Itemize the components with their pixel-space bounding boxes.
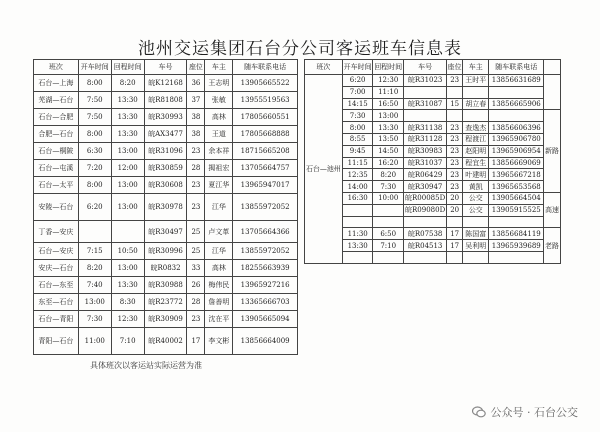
table-cell: 13965939689 [489, 240, 544, 252]
table-cell: 沈在平 [205, 311, 233, 328]
column-header: 随车联系电话 [489, 60, 544, 75]
table-cell: 程渡江 [463, 133, 489, 145]
table-cell: 皖R81808 [144, 92, 187, 109]
table-cell: 9:45 [342, 145, 373, 157]
column-header: 车号 [144, 60, 187, 75]
table-row [34, 177, 298, 194]
column-header: 座位 [187, 60, 205, 75]
table-cell: 皖R30988 [144, 277, 187, 294]
column-header: 回程时间 [111, 60, 144, 75]
table-cell: 皖R30996 [144, 243, 187, 260]
table-row [34, 221, 298, 243]
table-cell: 36 [187, 75, 205, 92]
table-row [305, 204, 561, 216]
table-row [305, 122, 561, 134]
table-cell: 13855972052 [233, 243, 298, 260]
table-row [305, 145, 561, 157]
table-row [305, 86, 561, 98]
table-cell: 12:30 [111, 311, 144, 328]
table-cell: 皖R31096 [144, 143, 187, 160]
table-cell: 丁香—安庆 [34, 221, 79, 243]
table-cell: 7:30 [373, 181, 404, 193]
table-cell: 13856606396 [489, 122, 544, 134]
table-cell: 25 [187, 243, 205, 260]
table-row [305, 98, 561, 110]
table-cell: 13:30 [111, 109, 144, 126]
table-cell: 13:00 [78, 294, 111, 311]
table-cell: 8:00 [78, 177, 111, 194]
table-row [34, 143, 298, 160]
table-cell: 23 [447, 122, 463, 134]
table-cell: 7:20 [78, 160, 111, 177]
table-cell: 皖R30909 [144, 311, 187, 328]
table-row [34, 75, 298, 92]
table-row [305, 169, 561, 181]
column-header: 车主 [205, 60, 233, 75]
wechat-icon [472, 406, 486, 418]
table-cell: 17805668888 [233, 126, 298, 143]
table-row [305, 181, 561, 193]
table-cell: 14:00 [342, 181, 373, 193]
table-cell: 皖R30859 [144, 160, 187, 177]
table-cell: 公交 [463, 204, 489, 216]
table-cell: 皖R09080D [405, 206, 446, 215]
table-cell: 20 [447, 204, 463, 216]
column-header-note [544, 60, 561, 75]
table-cell: 7:30 [342, 110, 373, 122]
route-cell: 石台—池州 [305, 75, 343, 264]
watermark [472, 404, 579, 420]
table-cell: 石台—上海 [34, 75, 79, 92]
table-cell: 23 [187, 311, 205, 328]
table-row [34, 194, 298, 221]
table-cell: 23 [447, 145, 463, 157]
table-cell: 13856664009 [233, 328, 298, 355]
column-header: 开车时间 [78, 60, 111, 75]
table-cell: 13965906780 [489, 133, 544, 145]
table-cell: 13:50 [373, 133, 404, 145]
table-cell: 7:15 [78, 243, 111, 260]
table-cell: 13705664366 [233, 221, 298, 243]
table-cell: 赵阳明 [463, 145, 489, 157]
note-cell [544, 75, 561, 110]
table-cell: 余本祥 [205, 143, 233, 160]
table-cell: 11:00 [78, 328, 111, 355]
table-cell: 王道 [205, 126, 233, 143]
table-cell [463, 216, 489, 228]
table-cell [373, 204, 404, 216]
table-cell: 10:50 [111, 243, 144, 260]
table-row [305, 110, 561, 122]
table-cell: 17 [447, 228, 463, 240]
note-cell: 高速 [544, 192, 561, 227]
table-cell: 23 [447, 75, 463, 87]
table-cell: 16:50 [373, 98, 404, 110]
right-schedule-table [304, 59, 561, 264]
table-cell [403, 86, 446, 98]
table-cell: 13365666703 [233, 294, 298, 311]
column-header: 回程时间 [373, 60, 404, 75]
table-cell: 13:30 [373, 122, 404, 134]
column-header: 开车时间 [342, 60, 373, 75]
table-cell: 13:00 [111, 143, 144, 160]
table-cell: 梅伟民 [205, 277, 233, 294]
header-row [305, 60, 561, 75]
table-cell: 皖R30608 [144, 177, 187, 194]
table-cell [403, 251, 446, 263]
table-cell: 芜湖—石台 [34, 92, 79, 109]
table-cell: 石台—桐陂 [34, 143, 79, 160]
table-cell: 夏江华 [205, 177, 233, 194]
table-cell: 高林 [205, 109, 233, 126]
table-cell: 23 [447, 133, 463, 145]
page-title: 池州交运集团石台分公司客运班车信息表 [138, 39, 462, 59]
table-cell: 15 [447, 98, 463, 110]
table-cell: 13855972052 [233, 194, 298, 221]
table-row [305, 157, 561, 169]
table-cell [447, 216, 463, 228]
table-cell: 13965667218 [489, 169, 544, 181]
table-cell [489, 216, 544, 228]
table-cell: 石台—合肥 [34, 109, 79, 126]
table-cell [447, 110, 463, 122]
table-cell: 皖R30993 [144, 109, 187, 126]
table-row [34, 311, 298, 328]
table-cell: 13:30 [111, 126, 144, 143]
table-cell: 石台—东至 [34, 277, 79, 294]
table-cell: 13965927216 [233, 277, 298, 294]
table-cell [463, 251, 489, 263]
table-cell [463, 86, 489, 98]
table-cell: 13955519563 [233, 92, 298, 109]
table-cell: 江华 [205, 194, 233, 221]
left-schedule-table [33, 59, 298, 355]
table-cell: 13856665906 [489, 98, 544, 110]
table-cell: 17805660551 [233, 109, 298, 126]
table-cell: 胡立春 [463, 98, 489, 110]
table-cell: 23 [187, 194, 205, 221]
table-cell: 皖R06429 [403, 169, 446, 181]
table-cell: 吴利明 [463, 240, 489, 252]
table-cell: 皖AX3477 [144, 126, 187, 143]
table-cell: 17 [187, 328, 205, 355]
table-cell: 13:00 [111, 194, 144, 221]
table-cell: 揭祖宏 [205, 160, 233, 177]
table-cell: 18715665208 [233, 143, 298, 160]
table-cell: 7:50 [78, 92, 111, 109]
table-cell: 张敏 [205, 92, 233, 109]
table-cell: 13905665094 [233, 311, 298, 328]
table-row [305, 192, 561, 204]
table-cell: 皖R30983 [403, 145, 446, 157]
table-cell [373, 216, 404, 228]
table-cell: 20 [447, 192, 463, 204]
table-cell [447, 86, 463, 98]
table-cell: 17 [447, 240, 463, 252]
footnote: 具体班次以客运站实际运营为准 [90, 361, 202, 370]
table-cell: 王时平 [463, 75, 489, 87]
watermark-text: 公众号 · 石台公交 [490, 406, 578, 419]
table-cell: 8:20 [111, 75, 144, 92]
table-row [34, 126, 298, 143]
table-cell [342, 251, 373, 263]
table-cell: 6:20 [342, 75, 373, 87]
table-cell: 28 [187, 160, 205, 177]
table-row [305, 240, 561, 252]
table-row [34, 109, 298, 126]
table-cell: 12:35 [342, 169, 373, 181]
table-row [305, 228, 561, 240]
table-cell: 13905665522 [233, 75, 298, 92]
table-cell: 6:20 [78, 194, 111, 221]
table-row [34, 294, 298, 311]
table-cell: 6:30 [78, 143, 111, 160]
table-cell: 23 [447, 157, 463, 169]
table-cell: 8:00 [342, 122, 373, 134]
table-cell [463, 110, 489, 122]
table-cell: 查逸杰 [463, 122, 489, 134]
column-header: 车号 [403, 60, 446, 75]
table-cell: 38 [187, 109, 205, 126]
table-cell: 皖R31138 [403, 122, 446, 134]
table-cell: 13:00 [111, 177, 144, 194]
table-cell: 18255663939 [233, 260, 298, 277]
table-cell: 石台—青阳 [34, 311, 79, 328]
table-row [34, 277, 298, 294]
table-cell: 14:50 [373, 145, 404, 157]
table-cell: 13856669069 [489, 157, 544, 169]
table-cell: 13856684119 [489, 228, 544, 240]
table-row [305, 75, 561, 87]
table-row [34, 328, 298, 355]
table-cell: 安庆—石台 [34, 260, 79, 277]
table-cell: 13965906954 [489, 145, 544, 157]
table-cell: 6:50 [373, 228, 404, 240]
table-cell: 东至—石台 [34, 294, 79, 311]
table-cell [489, 251, 544, 263]
table-cell: 高林 [205, 260, 233, 277]
table-cell: 8:55 [342, 133, 373, 145]
table-cell: 16:20 [373, 157, 404, 169]
table-cell: 33 [187, 260, 205, 277]
table-cell: 23 [447, 181, 463, 193]
table-cell: 23 [187, 177, 205, 194]
table-cell: 石台—屯溪 [34, 160, 79, 177]
table-cell: 皖R07538 [403, 228, 446, 240]
table-cell: 26 [187, 277, 205, 294]
table-cell: 8:20 [78, 260, 111, 277]
table-cell: 皖R31087 [403, 98, 446, 110]
table-cell: 陈国富 [463, 228, 489, 240]
table-cell [373, 251, 404, 263]
table-cell: 13965653568 [489, 181, 544, 193]
table-cell: 皖K12168 [144, 75, 187, 92]
table-cell: 7:10 [373, 240, 404, 252]
table-cell: 13905664504 [489, 192, 544, 204]
column-header: 班次 [305, 60, 343, 75]
table-cell: 7:40 [78, 277, 111, 294]
table-cell: 13965947017 [233, 177, 298, 194]
table-cell: 11:10 [373, 86, 404, 98]
table-cell: 卢文革 [205, 221, 233, 243]
table-cell: 皖R40002 [144, 328, 187, 355]
table-cell: 皖R30978 [144, 194, 187, 221]
table-cell: 王志明 [205, 75, 233, 92]
table-cell: 23 [187, 143, 205, 160]
table-cell: 10:00 [373, 192, 404, 204]
table-cell [403, 110, 446, 122]
table-cell: 皖R00085D [405, 194, 446, 203]
table-cell: 25 [187, 221, 205, 243]
table-cell: 江华 [205, 243, 233, 260]
table-cell: 公交 [463, 192, 489, 204]
table-row [34, 243, 298, 260]
table-cell: 13:30 [111, 277, 144, 294]
table-cell: 7:10 [111, 328, 144, 355]
table-cell [489, 110, 544, 122]
table-cell [342, 204, 373, 216]
table-cell [447, 251, 463, 263]
table-cell: 叶建明 [463, 169, 489, 181]
table-cell: 8:30 [111, 294, 144, 311]
table-cell: 13:00 [373, 110, 404, 122]
table-cell: 12:00 [111, 160, 144, 177]
table-cell: 13856631689 [489, 75, 544, 87]
table-cell [111, 221, 144, 243]
table-cell: 13905915525 [489, 204, 544, 216]
table-row [305, 216, 561, 228]
table-cell: 8:00 [78, 75, 111, 92]
table-cell: 38 [187, 126, 205, 143]
table-cell: 皖R30947 [403, 181, 446, 193]
table-cell: 皖R31023 [403, 75, 446, 87]
table-cell: 7:50 [78, 109, 111, 126]
table-cell: 13:30 [111, 92, 144, 109]
table-cell: 皖R04513 [403, 240, 446, 252]
table-cell: 28 [187, 294, 205, 311]
table-cell: 程宜生 [463, 157, 489, 169]
column-header: 座位 [447, 60, 463, 75]
table-cell: 皖R31037 [403, 157, 446, 169]
table-cell: 14:15 [342, 98, 373, 110]
table-cell: 石台—太平 [34, 177, 79, 194]
table-cell: 青阳—石台 [34, 328, 79, 355]
note-cell: 老路 [544, 228, 561, 263]
table-cell [342, 216, 373, 228]
table-cell: 合肥—石台 [34, 126, 79, 143]
table-cell [403, 216, 446, 228]
table-cell: 11:30 [342, 228, 373, 240]
table-cell: 13:00 [111, 260, 144, 277]
table-cell: 皖R30497 [144, 221, 187, 243]
table-cell: 11:15 [342, 157, 373, 169]
table-cell: 石台—安庆 [34, 243, 79, 260]
table-row [34, 92, 298, 109]
table-cell: 13:30 [342, 240, 373, 252]
table-cell: 皖R0832 [144, 260, 187, 277]
table-row [34, 260, 298, 277]
table-cell [78, 221, 111, 243]
table-cell: 詹善明 [205, 294, 233, 311]
table-cell: 皖R23772 [144, 294, 187, 311]
table-row [305, 251, 561, 263]
table-cell: 李文彬 [205, 328, 233, 355]
table-cell: 16:30 [342, 192, 373, 204]
note-cell: 新路 [544, 110, 561, 193]
table-cell: 12:30 [373, 75, 404, 87]
table-cell: 皖R31128 [403, 133, 446, 145]
table-row [305, 133, 561, 145]
column-header: 随车联系电话 [233, 60, 298, 75]
table-cell: 黄凯 [463, 181, 489, 193]
table-cell: 安陵—石台 [34, 194, 79, 221]
table-cell: 8:00 [78, 126, 111, 143]
column-header: 车主 [463, 60, 489, 75]
table-cell: 7:00 [342, 86, 373, 98]
table-row [34, 160, 298, 177]
table-cell: 37 [187, 92, 205, 109]
column-header: 班次 [34, 60, 79, 75]
table-cell: 8:20 [373, 169, 404, 181]
header-row [34, 60, 298, 75]
table-cell: 7:30 [78, 311, 111, 328]
table-cell [489, 86, 544, 98]
table-cell: 13705664757 [233, 160, 298, 177]
table-cell: 23 [447, 169, 463, 181]
